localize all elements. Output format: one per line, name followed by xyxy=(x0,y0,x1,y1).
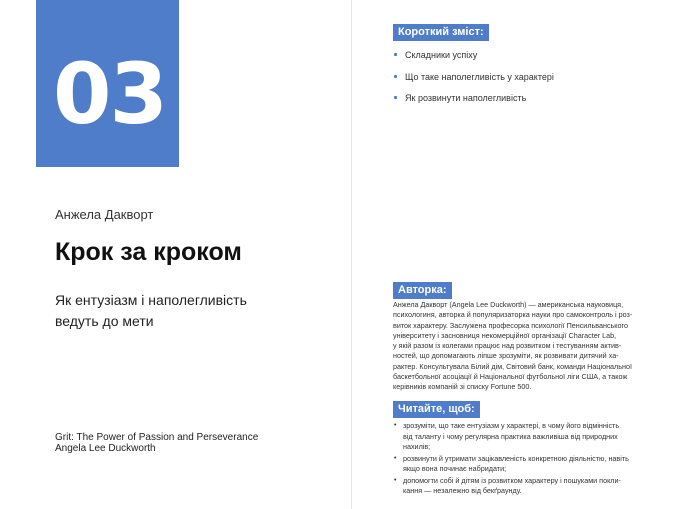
read-item-line: від таланту і чому регулярна практика важливіша від природних xyxy=(403,431,618,441)
author-heading: Авторка: xyxy=(393,282,452,299)
summary-item: Як розвинути наполегливість xyxy=(393,93,554,115)
bio-line: університету і засновниця некомерційної організації Character Lab, xyxy=(393,330,617,340)
bio-line: у якій разом із колегами працює над розвитком і тестуванням актив- xyxy=(393,341,622,351)
chapter-number: 03 xyxy=(53,45,166,143)
read-item-line: • зрозуміти, що таке ентузіазм у характері, в чому його відмінність xyxy=(403,421,620,430)
bio-line: керівників компаній зі списку Fortune 500. xyxy=(393,382,532,392)
read-list xyxy=(393,421,661,498)
subtitle-line: ведуть до мети xyxy=(55,313,154,329)
bio-line: Анжела Дакворт (Angela Lee Duckworth) — американська науковиця, xyxy=(393,300,624,309)
read-item-line: • розвинути й утримати зацікавленість конкретною діяльністю, навіть xyxy=(403,453,629,463)
page-divider xyxy=(351,0,352,509)
subtitle-line: Як ентузіазм і наполегливість xyxy=(55,292,247,308)
author-bio xyxy=(393,300,661,393)
read-item-line: • допомогти собі й дітям із розвитком характеру і пошуками покли- xyxy=(403,475,621,485)
author-name: Анжела Дакворт xyxy=(55,207,154,222)
read-item xyxy=(393,454,661,475)
summary-heading: Короткий зміст: xyxy=(393,24,489,41)
read-item-line: якщо вона починає набридати; xyxy=(403,464,507,473)
bio-line: баскетбольної асоціації й Національної футбольної ліги США, а також xyxy=(393,372,628,382)
bio-line: виток характеру. Заслужена професорка психології Пенсильванського xyxy=(393,320,628,330)
summary-item: Складники успіху xyxy=(393,50,554,72)
bio-line: психологиня, авторка й популяризаторка науки про самоконтроль і роз- xyxy=(393,310,633,320)
book-subtitle xyxy=(55,290,305,332)
book-title: Крок за кроком xyxy=(55,238,242,266)
summary-item: Що таке наполегливість у характері xyxy=(393,72,554,94)
read-item xyxy=(393,421,661,453)
bio-line: ностей, що допомагають ліпше зрозуміти, як розвивати дитячий ха- xyxy=(393,351,619,361)
original-author: Angela Lee Duckworth xyxy=(55,443,156,454)
chapter-number-block xyxy=(36,0,179,167)
summary-list xyxy=(393,50,554,115)
original-title: Grit: The Power of Passion and Perseverance xyxy=(55,432,259,443)
read-heading: Читайте, щоб: xyxy=(393,401,480,418)
read-item-line: кання — незалежно від бекґраунду. xyxy=(403,486,522,495)
bio-line: рактер. Консультувала Білий дім, Світовий банк, команди Національної xyxy=(393,361,632,371)
read-item-line: нахилів; xyxy=(403,442,431,451)
read-item xyxy=(393,476,661,497)
